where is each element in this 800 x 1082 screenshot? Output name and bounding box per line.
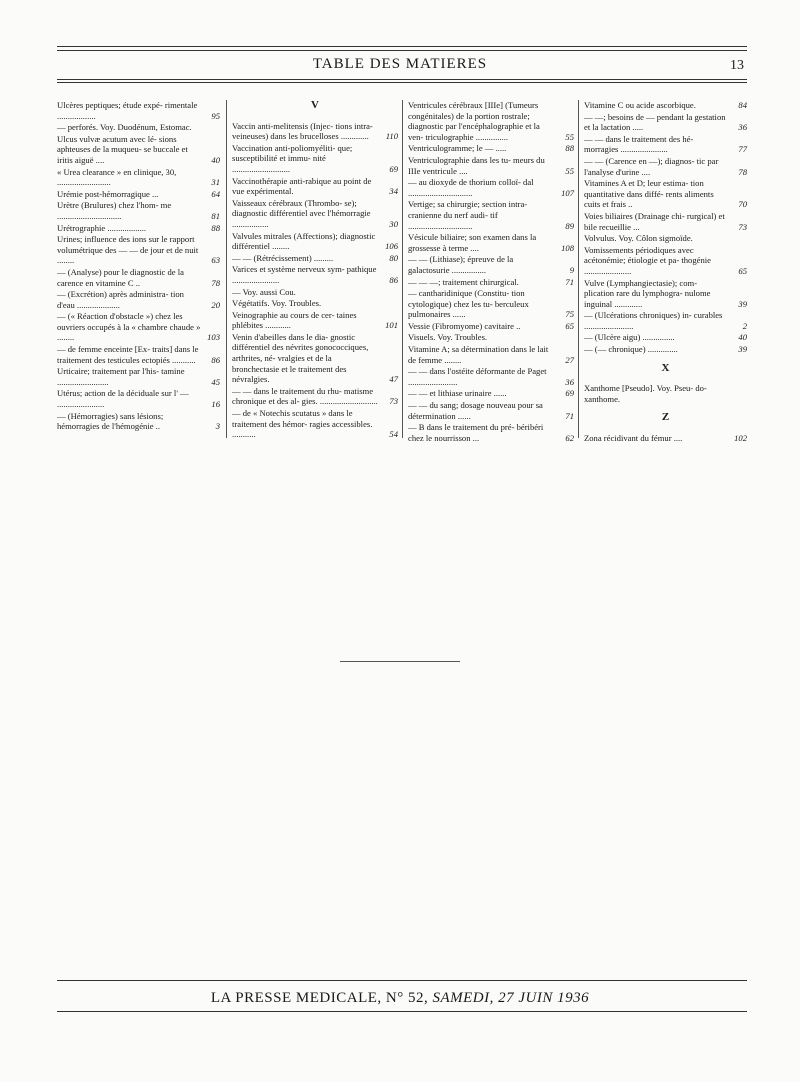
- entry-page-number: 75: [565, 309, 574, 320]
- entry-page-number: 73: [389, 396, 398, 407]
- entry-page-number: 45: [211, 376, 220, 387]
- entry-text: — perforés. Voy. Duodénum, Estomac.: [57, 122, 192, 133]
- entry-text: Urétrographie ..................: [57, 222, 147, 233]
- entry-page-number: 103: [207, 332, 220, 343]
- entry-page-number: 88: [211, 222, 220, 233]
- entry-text: Valvules mitrales (Affections); diagnostic différentiel ........: [232, 230, 376, 252]
- entry-text: — — (Lithiase); épreuve de la galactosurie ................: [408, 254, 514, 275]
- index-entry: [57, 388, 220, 409]
- entry-page-number: 55: [565, 165, 574, 176]
- index-entry: [408, 143, 574, 154]
- index-entry: [57, 366, 220, 387]
- index-entry: [57, 234, 220, 266]
- index-entry: [57, 134, 220, 166]
- entry-text: Vitamines A et D; leur estima- tion quantitative dans diffé- rents aliments cuits et frais ..: [584, 178, 714, 210]
- index-entry: [408, 400, 574, 421]
- index-entry: [232, 231, 398, 252]
- index-entry: [57, 167, 220, 188]
- entry-page-number: 65: [738, 265, 747, 276]
- page-divider: [340, 661, 460, 662]
- entry-page-number: 2: [742, 320, 747, 331]
- index-entry: [408, 344, 574, 365]
- entry-page-number: 78: [738, 166, 747, 177]
- index-entry: [232, 143, 398, 175]
- index-entry: [232, 198, 398, 230]
- entry-text: — — dans l'ostéite déformante de Paget .......................: [408, 366, 547, 387]
- entry-text: Urticaire; traitement par l'his- tamine ........................: [57, 366, 185, 387]
- footer-date: SAMEDI, 27 JUIN 1936: [432, 990, 590, 1006]
- index-entry: [584, 156, 747, 177]
- entry-page-number: 69: [565, 388, 574, 399]
- index-entry: [57, 200, 220, 221]
- entry-page-number: 39: [738, 298, 747, 309]
- entry-page-number: 107: [561, 187, 574, 198]
- entry-text: Ventricules cérébraux [IIIe] (Tumeurs congénitales) de la portion rostrale; diagnostic par l'encéphalographie et la ven- triculographie ...............: [408, 100, 540, 142]
- entry-text: — (Ulcère aigu) ...............: [584, 332, 675, 343]
- entry-text: Vésicule biliaire; son examen dans la grossesse à terme ....: [408, 232, 537, 253]
- entry-page-number: 108: [561, 242, 574, 253]
- entry-page-number: 95: [211, 110, 220, 121]
- index-entry: [584, 433, 747, 444]
- section-letter: Z: [661, 411, 670, 424]
- entry-text: Vessie (Fibromyome) cavitaire ..: [408, 320, 521, 331]
- entry-text: Zona récidivant du fémur ....: [584, 433, 683, 444]
- entry-text: — — du sang; dosage nouveau pour sa détermination ......: [408, 400, 543, 421]
- header-rule-bottom: [57, 79, 747, 80]
- index-entry: [408, 321, 574, 332]
- index-entry: [584, 178, 747, 210]
- index-entry: [408, 422, 574, 443]
- index-column-3: [408, 100, 574, 444]
- entry-text: — — dans le traitement des hé- morragies ......................: [584, 133, 694, 155]
- entry-page-number: 16: [211, 399, 220, 410]
- entry-text: Ulcères peptiques; étude expé- rimentale ..................: [57, 100, 198, 121]
- entry-text: Volvulus. Voy. Côlon sigmoïde.: [584, 233, 693, 244]
- entry-page-number: 40: [211, 154, 220, 165]
- entry-text: Urines; influence des ions sur le rapport volumétrique des — — de jour et de nuit ........: [57, 234, 199, 266]
- index-entry: [408, 254, 574, 275]
- index-entry: [57, 344, 220, 365]
- entry-page-number: 77: [738, 144, 747, 155]
- entry-text: — cantharidinique (Constitu- tion cytologique) chez les tu- berculeux pulmonaires ......: [408, 288, 529, 320]
- entry-page-number: 69: [389, 163, 398, 174]
- entry-text: Vulve (Lymphangiectasie); com- plication rare du lymphogra- nulome inguinal .............: [584, 277, 711, 309]
- entry-text: — (« Réaction d'obstacle ») chez les ouvriers occupés à la « chambre chaude » ........: [57, 311, 201, 343]
- entry-page-number: 101: [385, 320, 398, 331]
- index-column-2: [232, 100, 398, 441]
- entry-text: Venin d'abeilles dans le dia- gnostic différentiel des névrites gonococciques, arthrites, né- vralgies et de la bronchectasie et le traitement des névralgies.: [232, 331, 369, 385]
- entry-text: — — (Carence en —); diagnos- tic par l'analyse d'urine ....: [584, 155, 719, 177]
- entry-page-number: 55: [565, 131, 574, 142]
- index-entry: [584, 383, 747, 404]
- entry-text: Ulcus vulvæ acutum avec lé- sions aphteuses de la muqueu- se buccale et iritis aiguë ....: [57, 133, 188, 165]
- footer-rule-bottom: [57, 1011, 747, 1012]
- index-entry: [584, 211, 747, 232]
- index-entry: [232, 253, 398, 264]
- entry-text: — — dans le traitement du rhu- matisme chronique et des al- gies. ...........................: [232, 385, 378, 407]
- entry-page-number: 73: [738, 221, 747, 232]
- entry-text: Vomissements périodiques avec acétonémie; étiologie et pa- thogénie ......................: [584, 244, 711, 276]
- index-entry: [57, 411, 220, 432]
- entry-text: Veinographie au cours de cer- taines phlébites ............: [232, 309, 357, 331]
- entry-text: Vaccinothérapie anti-rabique au point de vue expérimental.: [232, 175, 372, 197]
- index-entry: [232, 176, 398, 197]
- index-entry: [408, 332, 574, 343]
- index-entry: [232, 310, 398, 331]
- entry-text: Urémie post-hémorragique ...: [57, 188, 159, 199]
- index-entry: [232, 332, 398, 385]
- page-footer: [0, 990, 800, 1007]
- entry-page-number: 40: [738, 332, 747, 343]
- entry-text: Vertige; sa chirurgie; section intra-cranienne du nerf audi- tif ..............................: [408, 199, 528, 231]
- entry-page-number: 20: [211, 299, 220, 310]
- entry-text: Xanthome [Pseudo]. Voy. Pseu- do-xanthome.: [584, 383, 707, 404]
- column-divider: [578, 100, 579, 438]
- entry-page-number: 89: [565, 220, 574, 231]
- entry-page-number: 64: [211, 188, 220, 199]
- entry-page-number: 70: [738, 199, 747, 210]
- entry-page-number: 31: [211, 177, 220, 188]
- entry-text: — au dioxyde de thorium colloï- dal ..............................: [408, 177, 534, 198]
- entry-page-number: 78: [211, 277, 220, 288]
- entry-page-number: 86: [389, 274, 398, 285]
- index-entry: [408, 366, 574, 387]
- index-entry: [232, 121, 398, 142]
- index-entry: [584, 310, 747, 331]
- index-entry: [57, 289, 220, 310]
- column-divider: [226, 100, 227, 438]
- footer-rule-top: [57, 980, 747, 981]
- entry-text: Visuels. Voy. Troubles.: [408, 332, 488, 343]
- entry-page-number: 86: [211, 354, 220, 365]
- index-entry: [584, 332, 747, 343]
- entry-text: Ventriculographie dans les tu- meurs du IIIe ventricule ....: [408, 154, 545, 176]
- entry-page-number: 27: [565, 354, 574, 365]
- entry-text: Ventriculogramme; le — .....: [408, 143, 507, 154]
- entry-page-number: 110: [385, 131, 398, 142]
- index-entry: [408, 232, 574, 253]
- entry-page-number: 47: [389, 374, 398, 385]
- entry-page-number: 3: [215, 421, 220, 432]
- entry-text: Vaisseaux cérébraux (Thrombo- se); diagnostic différentiel avec l'hémorragie .................: [232, 197, 371, 229]
- entry-page-number: 81: [211, 210, 220, 221]
- index-entry: [232, 298, 398, 309]
- entry-page-number: 106: [385, 241, 398, 252]
- entry-page-number: 30: [389, 218, 398, 229]
- entry-text: — de femme enceinte [Ex- traits] dans le traitement des testicules ectopiés ...........: [57, 344, 199, 365]
- index-entry: [408, 155, 574, 176]
- entry-page-number: 102: [734, 433, 747, 444]
- index-entry: [232, 287, 398, 298]
- entry-page-number: 36: [565, 376, 574, 387]
- index-entry: [584, 100, 747, 111]
- page-title: TABLE DES MATIERES: [312, 56, 488, 72]
- entry-page-number: 39: [738, 344, 747, 355]
- entry-text: — B dans le traitement du pré- béribéri chez le nourrisson ...: [408, 422, 544, 443]
- entry-page-number: 34: [389, 186, 398, 197]
- index-entry: [57, 100, 220, 121]
- index-entry: [408, 199, 574, 231]
- entry-page-number: 71: [565, 410, 574, 421]
- header-rule-bottom-2: [57, 82, 747, 83]
- index-column-4: [584, 100, 747, 445]
- index-entry: [232, 386, 398, 407]
- index-entry: [408, 177, 574, 198]
- index-column-1: [57, 100, 220, 433]
- index-entry: [408, 277, 574, 288]
- index-entry: [408, 100, 574, 142]
- index-entry: [584, 344, 747, 355]
- entry-text: Varices et système nerveux sym- pathique ......................: [232, 264, 377, 285]
- page-number: 13: [730, 58, 744, 73]
- entry-page-number: 36: [738, 122, 747, 133]
- section-letter: V: [311, 99, 319, 111]
- entry-text: — —; besoins de — pendant la gestation et la lactation .....: [584, 111, 726, 133]
- entry-text: Vaccin anti-melitensis (Injec- tions intra-veineuses) dans les brucelloses .............: [232, 120, 373, 142]
- header-rule-top: [57, 46, 747, 47]
- index-entry: [584, 233, 747, 244]
- index-entry: [408, 388, 574, 399]
- entry-text: Voies biliaires (Drainage chi- rurgical) et bile recueillie ...: [584, 210, 725, 232]
- entry-text: — — (Rétrécissement) .........: [232, 252, 334, 263]
- index-entry: [584, 112, 747, 133]
- entry-page-number: 54: [389, 429, 398, 440]
- entry-text: Vaccination anti-poliomyéliti- que; susceptibilité et immu- nité ...........................: [232, 142, 353, 174]
- entry-text: — (Ulcérations chroniques) in- curables .......................: [584, 310, 723, 331]
- index-entry: [232, 408, 398, 440]
- entry-page-number: 62: [565, 432, 574, 443]
- entry-text: Végétatifs. Voy. Troubles.: [232, 298, 322, 309]
- index-entry: [584, 245, 747, 277]
- entry-text: — (Excrétion) après administra- tion d'eau ....................: [57, 289, 184, 310]
- index-entry: [408, 288, 574, 320]
- entry-page-number: 84: [738, 100, 747, 110]
- index-entry: [57, 311, 220, 343]
- entry-page-number: 71: [565, 276, 574, 287]
- footer-issue: N° 52,: [385, 990, 429, 1006]
- entry-page-number: 88: [565, 143, 574, 154]
- entry-text: — Voy. aussi Cou.: [232, 286, 296, 297]
- header-rule-top-2: [57, 50, 747, 51]
- entry-text: « Urea clearance » en clinique, 30, .........................: [57, 166, 177, 188]
- section-letter: X: [661, 361, 670, 374]
- entry-text: Vitamine C ou acide ascorbique.: [584, 100, 696, 110]
- column-divider: [402, 100, 403, 438]
- entry-text: — (Analyse) pour le diagnostic de la carence en vitamine C ..: [57, 266, 184, 288]
- index-entry: [57, 189, 220, 200]
- entry-page-number: 65: [565, 320, 574, 331]
- entry-text: Utérus; action de la déciduale sur l' — ......................: [57, 388, 189, 410]
- entry-text: — (— chronique) ..............: [584, 344, 678, 355]
- entry-text: Vitamine A; sa détermination dans le lait de femme ........: [408, 344, 549, 365]
- entry-text: — — —; traitement chirurgical.: [408, 276, 519, 287]
- index-entry: [584, 278, 747, 310]
- entry-text: — (Hémorragies) sans lésions; hémorragies de l'hémogénie ..: [57, 410, 164, 432]
- entry-page-number: 63: [211, 255, 220, 266]
- footer-publication: LA PRESSE MEDICALE,: [210, 990, 382, 1006]
- entry-text: Urètre (Brulures) chez l'hom- me ..............................: [57, 200, 172, 221]
- index-entry: [57, 122, 220, 133]
- index-entry: [232, 264, 398, 285]
- entry-page-number: 80: [389, 252, 398, 263]
- entry-page-number: 9: [569, 264, 574, 275]
- index-entry: [57, 223, 220, 234]
- entry-text: — de « Notechis scutatus » dans le traitement des hémor- ragies accessibles. ...........: [232, 408, 373, 440]
- index-entry: [584, 134, 747, 155]
- entry-text: — — et lithiase urinaire ......: [408, 388, 507, 399]
- index-entry: [57, 267, 220, 288]
